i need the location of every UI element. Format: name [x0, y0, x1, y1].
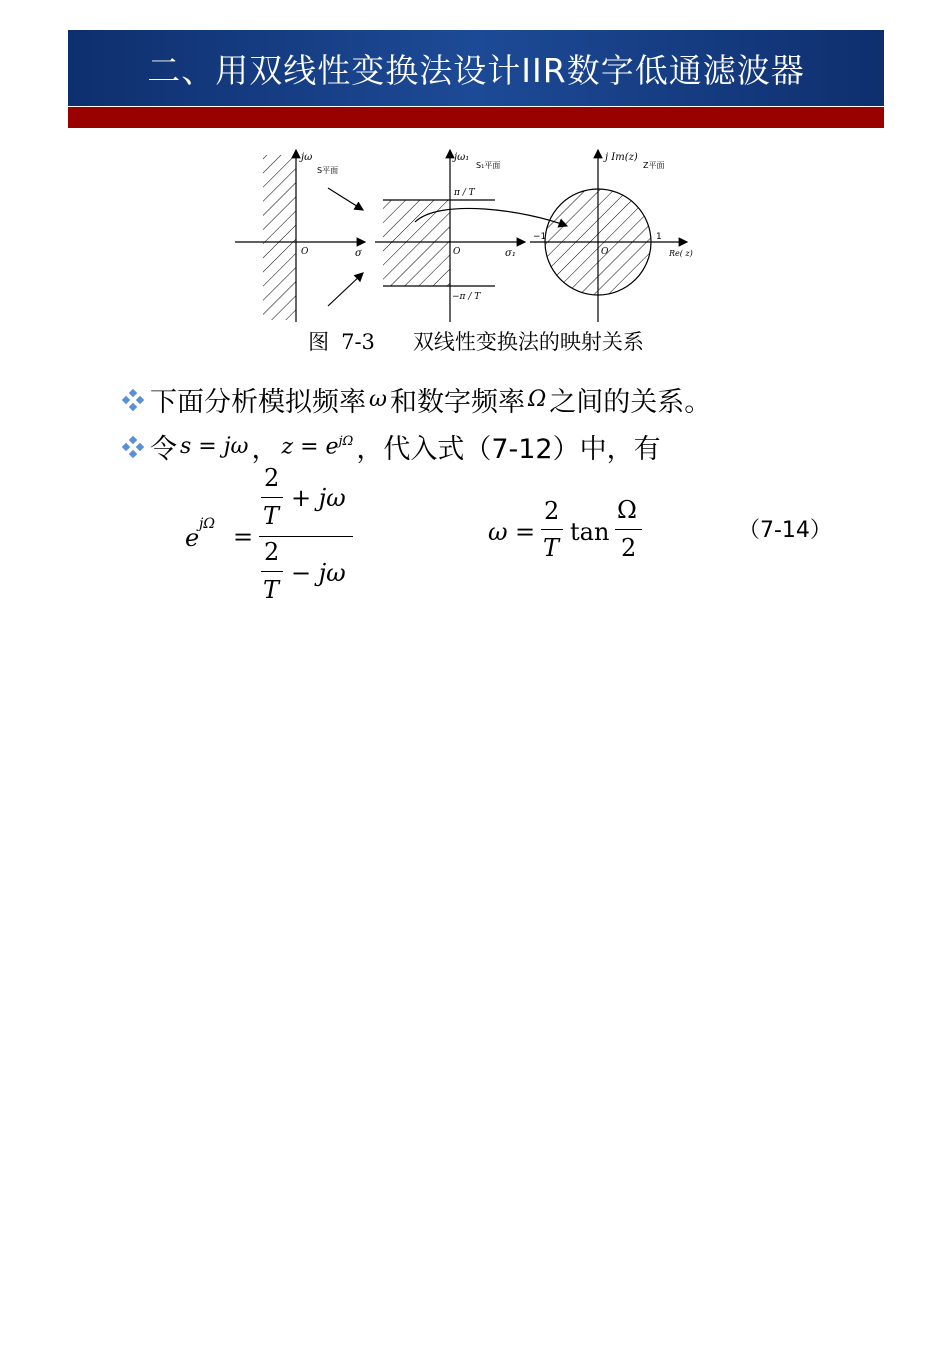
title-bar — [68, 30, 884, 106]
eq-lhs-base: e — [185, 524, 200, 552]
eq-den-rest: − jω — [291, 559, 346, 587]
s1-plane-sigma-label: σ₁ — [505, 248, 516, 259]
bullet-text: ，代入式（7-12）中，有 — [356, 434, 661, 465]
bullet-text: 令 — [150, 434, 177, 465]
s1-plane — [375, 150, 525, 322]
bullet-item-frequency-relation — [120, 380, 711, 419]
caption-number: 7-3 — [341, 330, 375, 354]
z-plane — [530, 150, 693, 322]
eq-lhs-exponent: jΩ — [199, 516, 215, 532]
bullet-item-substitution — [120, 427, 661, 466]
eq2-right-fraction-bar — [615, 529, 642, 530]
s1-plane-lower-label: −π / T — [452, 292, 481, 302]
s-plane-name-label: S平面 — [317, 166, 339, 175]
s-plane-sigma-label: σ — [355, 248, 362, 259]
mapping-figure — [225, 140, 715, 330]
page-title: 二、用双线性变换法设计IIR数字低通滤波器 — [147, 50, 805, 90]
mapping-diagram — [225, 140, 715, 330]
equation-number: （7-14） — [738, 518, 832, 543]
bilinear-equation — [185, 466, 365, 616]
caption-prefix: 图 — [308, 330, 330, 354]
s1-plane-jw-label: jω₁ — [454, 152, 470, 163]
eq-den-inner-bar — [261, 571, 283, 572]
diamond-bullet-icon — [120, 387, 146, 413]
frequency-warping-equation — [488, 494, 658, 574]
z-plane-right-tick: 1 — [656, 232, 662, 242]
s-plane-origin-label: O — [301, 247, 309, 257]
eq-equals: = — [233, 523, 254, 551]
s1-plane-origin-label: O — [453, 247, 461, 257]
eq-num-rest: + jω — [291, 484, 346, 512]
s1-plane-name-label: S₁平面 — [476, 161, 501, 170]
z-substitution-base: z = e — [281, 434, 339, 460]
z-plane-name-label: Z平面 — [643, 161, 665, 170]
eq-main-fraction-bar — [259, 536, 353, 537]
eq2-left-fraction-bar — [541, 529, 563, 530]
upper-mapping-arrow — [328, 188, 363, 210]
z-substitution-exponent: jΩ — [338, 433, 354, 449]
z-plane-origin-label: O — [601, 247, 609, 257]
eq-num-two: 2 — [264, 464, 280, 492]
eq2-tan: tan — [570, 518, 610, 546]
s-substitution: s = jω — [180, 434, 249, 459]
bullet-text: 下面分析模拟频率 — [150, 387, 366, 418]
bullet-text: 和数字频率 — [389, 387, 525, 418]
lower-mapping-arrow — [328, 273, 363, 306]
s1-plane-strip-hatch — [383, 200, 450, 286]
eq-den-T: T — [263, 576, 280, 604]
bullet-separator: ， — [251, 434, 279, 465]
eq2-two: 2 — [544, 497, 560, 525]
caption-text: 双线性变换法的映射关系 — [412, 330, 644, 354]
eq2-omega: Ω — [617, 496, 637, 524]
eq-num-inner-bar — [261, 497, 283, 498]
z-plane-imag-label: j Im(z) — [605, 152, 638, 163]
z-plane-left-tick: −1 — [533, 232, 547, 242]
s-plane-jw-label: jω — [301, 152, 313, 163]
eq2-lhs: ω — [488, 518, 508, 546]
eq2-T: T — [543, 534, 560, 562]
bullet-text: 之间的关系。 — [549, 387, 712, 418]
eq2-two-b: 2 — [621, 534, 637, 562]
s1-plane-upper-label: π / T — [454, 188, 475, 198]
digital-frequency-symbol: Ω — [527, 387, 547, 412]
eq-num-T: T — [263, 502, 280, 530]
z-plane-real-label: Re( z) — [669, 249, 693, 258]
eq2-equals: = — [515, 518, 536, 546]
figure-caption — [0, 326, 952, 356]
analog-frequency-symbol: ω — [369, 387, 387, 412]
z-substitution — [278, 434, 356, 459]
eq-den-two: 2 — [264, 538, 280, 566]
s-plane-left-half-hatch — [263, 155, 296, 320]
diamond-bullet-icon — [120, 434, 146, 460]
s-plane — [235, 150, 365, 322]
title-underline-bar — [68, 107, 884, 128]
